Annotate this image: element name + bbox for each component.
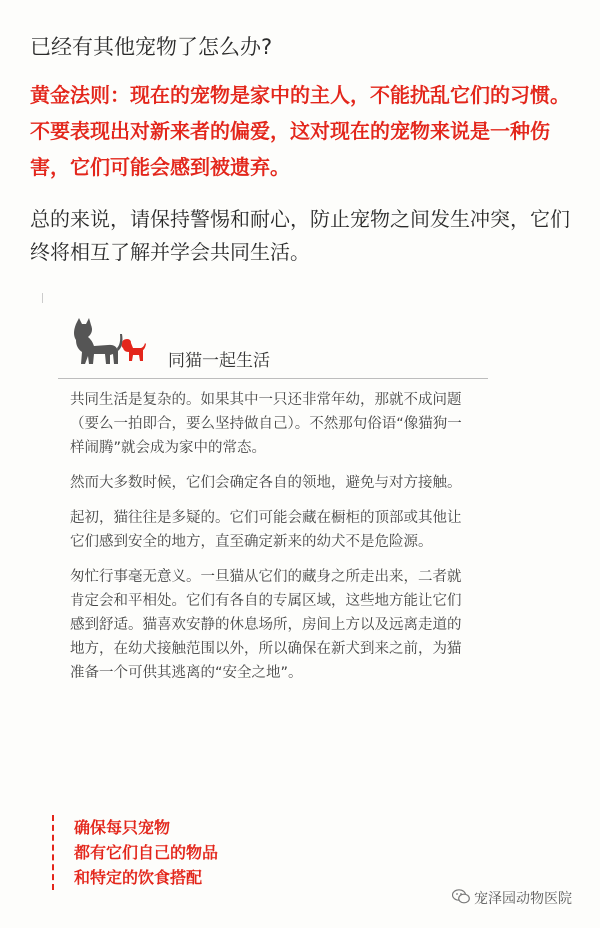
summary-text: 总的来说，请保持警惕和耐心，防止宠物之间发生冲突，它们终将相互了解并学会共同生活。 xyxy=(30,207,570,264)
dog-icon xyxy=(120,338,146,366)
card-paragraph: 然而大多数时候，它们会确定各自的领地，避免与对方接触。 xyxy=(70,475,462,491)
note-line: 都有它们自己的物品 xyxy=(74,843,219,862)
watermark-text: 宠泽园动物医院 xyxy=(474,891,572,907)
cat-icon xyxy=(68,318,124,370)
card-paragraph: 起初，猫往往是多疑的。它们可能会藏在橱柜的顶部或其他让它们感到安全的地方，直至确定新来的幼犬不是危险源。 xyxy=(70,510,462,550)
card-divider xyxy=(58,378,488,379)
note-line: 确保每只宠物 xyxy=(74,818,171,837)
golden-rule-text: 黄金法则：现在的宠物是家中的主人，不能扰乱它们的习惯。不要表现出对新来者的偏爱，这对现在的宠物来说是一种伤害，它们可能会感到被遗弃。 xyxy=(30,83,570,179)
note-callout xyxy=(52,815,218,890)
section-heading: 已经有其他宠物了怎么办? xyxy=(30,35,273,59)
card-paragraph: 匆忙行事毫无意义。一旦猫从它们的藏身之所走出来，二者就肯定会和平相处。它们有各自的专属区域，这些地方能让它们感到舒适。猫喜欢安静的休息场所，房间上方以及远离走道的地方，在幼犬接触范围以外，所以确保在新犬到来之前，为猫准备一个可供其逃离的“安全之地”。 xyxy=(70,569,462,681)
watermark xyxy=(452,888,572,908)
card-body xyxy=(70,388,470,696)
card-title: 同猫一起生活 xyxy=(168,351,270,371)
wechat-icon xyxy=(452,889,470,908)
divider-mark xyxy=(42,293,43,303)
sidebar-card xyxy=(58,318,488,378)
card-paragraph: 共同生活是复杂的。如果其中一只还非常年幼，那就不成问题（要么一拍即合，要么坚持做自己）。不然那句俗语“像猫狗一样闹腾”就会成为家中的常态。 xyxy=(70,392,462,456)
note-line: 和特定的饮食搭配 xyxy=(74,868,203,887)
card-header xyxy=(58,318,488,378)
